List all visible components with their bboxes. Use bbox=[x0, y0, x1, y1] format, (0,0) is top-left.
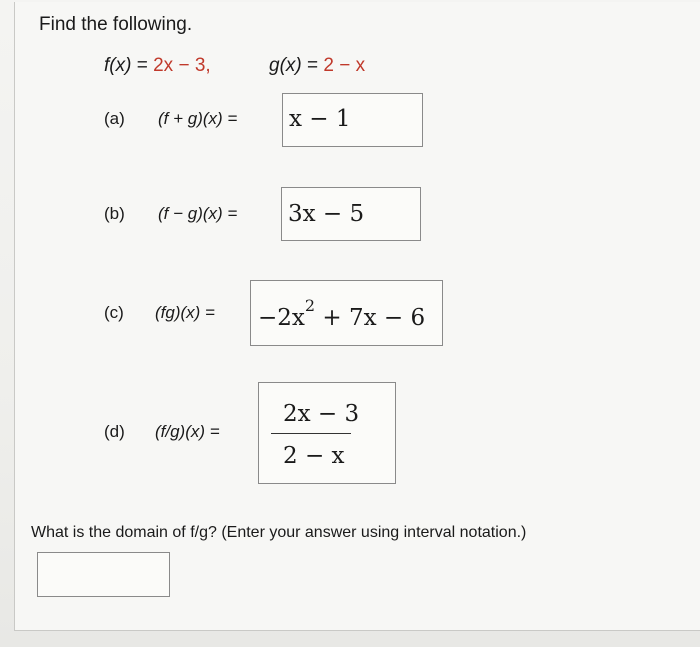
part-b-label: (b) bbox=[104, 204, 125, 223]
part-a-label: (a) bbox=[104, 109, 125, 128]
part-a-answer-box[interactable] bbox=[282, 93, 423, 147]
part-a-expression: (f + g)(x) = bbox=[158, 109, 238, 128]
part-c-expression: (fg)(x) = bbox=[155, 303, 215, 322]
f-name: f(x) bbox=[104, 55, 132, 76]
domain-question: What is the domain of f/g? (Enter your answer using interval notation.) bbox=[31, 524, 527, 541]
g-name: g(x) bbox=[269, 55, 302, 76]
part-c-answer-box[interactable] bbox=[250, 280, 443, 346]
part-c-answer-base: −2x bbox=[258, 305, 305, 331]
g-expression: 2 − x bbox=[323, 55, 366, 76]
part-b-answer: 3x − 5 bbox=[288, 201, 365, 227]
part-c-answer-exponent: 2 bbox=[304, 296, 316, 315]
part-c-label: (c) bbox=[104, 303, 124, 322]
part-d-label: (d) bbox=[104, 422, 125, 441]
g-definition: g(x) = 2 − x bbox=[269, 55, 366, 76]
domain-answer-input[interactable] bbox=[37, 552, 170, 597]
part-a-answer: x − 1 bbox=[289, 106, 351, 132]
part-b-expression: (f − g)(x) = bbox=[158, 204, 238, 223]
question-card bbox=[14, 2, 700, 631]
fraction-bar bbox=[271, 433, 351, 434]
part-d-denominator: 2 − x bbox=[283, 443, 345, 469]
part-c-answer bbox=[258, 296, 426, 331]
question-title: Find the following. bbox=[39, 14, 193, 35]
f-definition: f(x) = 2x − 3, bbox=[104, 55, 211, 76]
part-d-answer-box[interactable] bbox=[258, 382, 396, 484]
part-b-answer-box[interactable] bbox=[281, 187, 421, 241]
f-expression: 2x − 3, bbox=[153, 55, 211, 76]
part-d-expression: (f/g)(x) = bbox=[155, 422, 220, 441]
part-c-answer-rest: + 7x − 6 bbox=[322, 305, 426, 331]
part-d-numerator: 2x − 3 bbox=[283, 401, 360, 427]
